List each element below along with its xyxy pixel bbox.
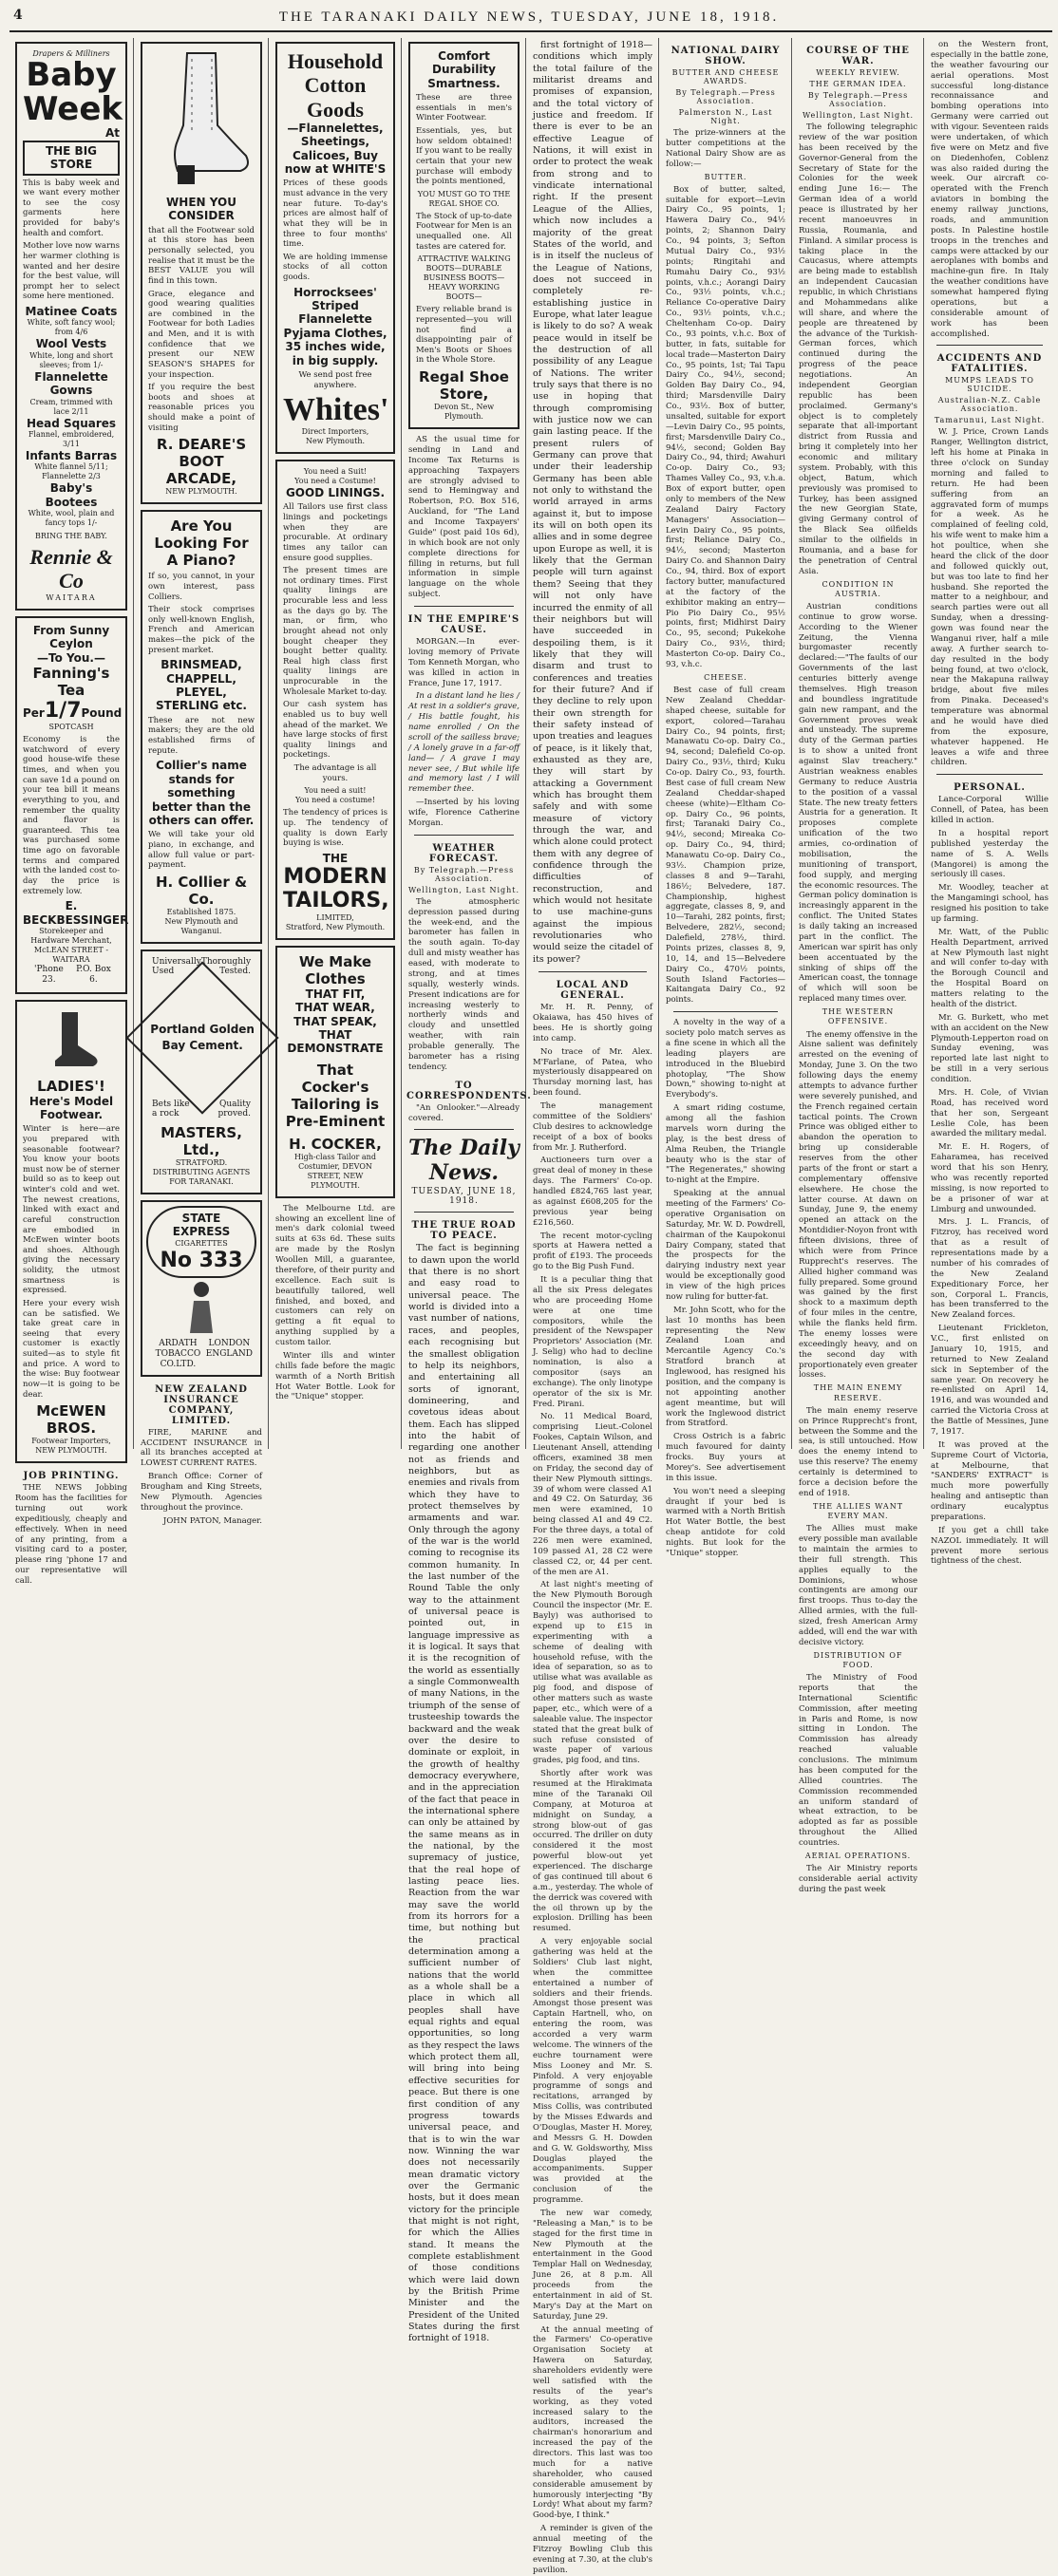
item-desc: White, wool, plain and fancy tops 1/- [28, 509, 115, 528]
local-news: Mr. H. R. Penny, of Okaiawa, has 450 hives of bees. He is shortly going into camp. No trace of Mr. Alex. M'Farlane, of Patea, who mysteriously disappeared on Thursday morning last, has been found. The management committee of the Soldiers' Club desires to acknowledge receipt of a box of books from Mr. J. Rutherford. Auctioneers turn over a great deal of money in these days. The Farmers' Co-op. handled £824,765 last year, as against £608,205 for the previous year being £216,560. The recent motor-cycling sports at Hawera netted a profit of £193. The proceeds go to the Big Push Fund. It is a peculiar thing that all the six Press delegates who are proceeding Home were at one time compositors, while the president of the Newspaper Proprietors' Association (Mr. J. Selig) who had to decline nomination, is also a compositor (says an exchange). The only linotype operator of the six is Mr. Fred. Pirani. No. 11 Medical Board, comprising Lieut.-Colonel Fookes, Captain Wilson, and Lieutenant Ansell, attending officers, examined 38 men on Friday, the second day of their New Plymouth sittings. 39 of whom were classed A1 and 49 C2. On Saturday, 36 men were examined, 10 being classed A1 and 49 C2. For the three days, a total of 226 men were examined, 109 passed A1, 28 C2 were classed C2, or, 44 per cent. of the men are A1. At last night's meeting of the New Plymouth Borough Council the inspector (Mr. E. Bayly) was authorised to expend up to £15 in experimenting with a scheme of dealing with household refuse, with the idea of separation, so as to utilise what was available as pig food, and dispose of other matters such as waste paper, etc., which were of a saleable value. The inspector stated that the great bulk of such refuse consisted of waste paper of various grades, pig food, and tins. Shortly after work was resumed at the Hirakimata mine of the Taranaki Oil Company, at Moturoa at midnight on Sunday, a strong blow-out of gas occurred. The driller on duty considered it the most powerful blow-out yet experienced. The discharge of gas continued till about 6 a.m., yesterday. The whole of the derrick was covered with the oil thrown up by the explosion. Drilling has been resumed. A very enjoyable social gathering was held at the Soldiers' Club last night, when the committee entertained a number of soldiers and their friends. Amongst those present was Captain Hartnell, who, on entering the room, was accorded a very warm welcome. The winners of the euchre tournament were Miss Looney and Mr. S. Pinfold. A very enjoyable programme of songs and recitations, arranged by Miss Collis, was contributed by the Misses Edwards and O'Douglas, Master H. Morey, and Messrs G. H. Dowden and G. W. Goldsworthy, Miss Douglas played the accompaniments. Supper was provided at the conclusion of the programme. The new war comedy, "Releasing a Man," is to be staged for the first time in New Plymouth at the entertainment in the Good Templar Hall on Wednesday, June 26, at 8 p.m. All proceeds from the entertainment in aid of St. Mary's Day at the Mart on Saturday, June 29. At the annual meeting of the Farmers' Co-operative Organisation Society at Hawera on Saturday, shareholders evidently were well satisfied with the results of the year's working, as they voted increased salary to the auditors, increased the chairman's honorarium and increased the pay of the directors. This last was too much for a native shareholder, who caused considerable amusement by humorously interjecting "By Lordy! What about my farm? Good-bye, I think." A reminder is given of the annual meeting of the Fitzroy Bowling Club this evening at 7.30, at the club's pavilion. [533, 1003, 652, 2575]
cocker-tailoring-ad [275, 946, 395, 1198]
section-byline: By Telegraph.—Press Association. [413, 865, 515, 883]
subhead: AERIAL OPERATIONS. [804, 1851, 912, 1860]
ad-body: Grace, elegance and good wearing qualities are combined in the Footwear for both Ladies and Men, and it is with confidence that we present our NEW SEASON'S SHAPES for your inspection. [148, 289, 255, 380]
column-divider [525, 38, 526, 1449]
section-dateline: Tamarunui, Last Night. [934, 416, 1046, 425]
ad-line: THAT SPEAK, [293, 1014, 377, 1028]
separator [414, 1129, 514, 1130]
ad-body: This is baby week and we want every mother to see the cosy garments here provided for baby's health and comfort. [23, 178, 120, 238]
ad-title: Durability [431, 63, 496, 77]
item-name: Wool Vests [35, 337, 107, 351]
column-4 [403, 38, 532, 2344]
notice-title: JOB PRINTING. [23, 1471, 120, 1482]
firm-towns: New Plymouth and Wanganui. [164, 916, 238, 935]
column-divider [923, 38, 924, 1449]
subhead: THE WESTERN OFFENSIVE. [822, 1007, 895, 1026]
ad-callout: YOU MUST GO TO THE REGAL SHOE CO. [417, 189, 511, 208]
section-subtitle: THE GERMAN IDEA. [809, 80, 907, 88]
firm-established: Established 1875. [166, 907, 236, 916]
cement-line: Universally Thoroughly [152, 956, 252, 967]
ad-feature: Horrocksees' Striped Flannelette Pyjama Clothes, 35 inches wide, in big supply. [283, 285, 387, 367]
ad-line: THAT WEAR, [295, 1001, 375, 1015]
firm-name: H. Collier & Co. [155, 873, 248, 908]
paper-date: TUESDAY, JUNE 18, 1918. [411, 1187, 517, 1207]
piano-brands: BRINSMEAD, CHAPPELL, PLEYEL, STERLING etc. [156, 658, 247, 713]
brand-logo: Rennie & Co [29, 545, 113, 593]
column-8 [925, 38, 1054, 1567]
editorial-body: The fact is beginning to dawn upon the world that there is no short and easy road to universal peace. The world is divided into a vast number of nations, races, and peoples, each recognising but the smallest obligation to help its neighbors, and entertaining all sorts of ignorant, domineering, and covetous ideas about them. Each has slipped into the habit of regarding one another not as friends and neighbors, but as enemies and rivals from which they have to protect themselves by armaments and war. Only through the agony of the war is the world coming to recognise its common humanity. In the last number of the Round Table the only way to the attainment of universal peace is pointed out, in language impressive as it is logical. It says that it is the recognition of the world as essentially a single Commonwealth of many Nations, in the triumph of the sense of trusteeship towards the backward and the weak over the desire to dominate or exploit, in the growth of healthy democracy everywhere, and in the appreciation of the fact that peace in the international sphere can only be attained by the same means as in the national, by the supremacy of justice, that the real hope of lasting peace lies. Reaction from the war may save the world from its horrors for a time, but nothing but the practical determination among a sufficient number of nations that the world as a whole shall be a place in which all peoples shall have equal rights and equal opportunities, so long as they respect the laws which protect them all, will bring into being effective securities for peace. But there is one first condition of any progress towards universal peace, and that is to win the war now. Winning the war does not necessarily mean dramatic victory over the Germanic hosts, but it does mean victory for the principle that might is not right, for which the Allies stand. It means the complete establishment of those conditions which were laid down by the British Prime Minister and the President of the United States during the first fortnight of 1918. [408, 1243, 520, 2344]
section-title: WEATHER FORECAST. [428, 842, 500, 864]
firm-name: MASTERS, Ltd., [161, 1123, 242, 1158]
ad-list: ATTRACTIVE WALKING BOOTS—DURABLE BUSINESS BOOTS—HEAVY WORKING BOOTS— [417, 254, 511, 302]
shoe-icon [149, 49, 254, 192]
dairy-awards: The prize-winners at the butter competitions at the National Dairy Show are as follow:— BUTTER. Box of butter, salted, suitable for export—Levin Dairy Co., 95 points, 1; Hawera Dairy Co., 94½ points, 2; Shannon Dairy Co., 94 points, 3; Sefton Mutual Dairy Co., 93½ points; Ringitahi and Rumahu Dairy Co., 93½ points, v.h.c.; Aorangi Dairy Co., 93½ points, v.h.c.; Reliance Co-operative Dairy Co., 93½ points, v.h.c.; Cheltenham Co-op. Dairy Co., 93 points, v.h.c. Box of butter, in fats, suitable for local trade—Masterton Dairy Co., 95 points, 1st; Tai Tapu Dairy Co., 94½, second; Golden Bay Dairy Co., 94, third; Marsdenville Dairy Co., 93½. Box of butter, unsalted, suitable for export—Levin Dairy Co., 95 points, first; Marsdenville Dairy Co., 94½, second; Golden Bay Dairy Co., 94, third; Awahuri Co-op. Dairy Co., 93; Thames Valley Co., 93, v.h.a. Box of export butter, open only to members of the New Zealand Dairy Factory Managers' Association—Levin Dairy Co., 95 points, first; Reliance Dairy Co., 94½, second; Masterton Dairy Co. and Shannon Dairy Co., 94, third. Box of export factory butter, manufactured at the factory of the exhibitor making an entry—Pio Pio Dairy Co., 95½ points, first; Midhirst Dairy Co., 95, second; Pukekohe Dairy Co., 93½, third; Masterton Co-op. Dairy Co., 93, v.h.c. CHEESE. Best case of full cream New Zealand Cheddar-shaped cheese, suitable for export, colored—Tarahau Dairy Co., 94 points, first; Manawatu Co-op. Dairy Co., 94, second; Dalefield Co-op. Dairy Co., 93½, third; Kuku Co-op. Dairy Co., 93, fourth. Best case of full cream New Zealand Cheddar-shaped cheese (white)—Eltham Co-op. Dairy Co., 96 points, first; Taranaki Dairy Co., 94½, second; Mireaka Co-op. Dairy Co., 94, third; Manawatu Co-op. Dairy Co., 93½. Champion prize, classes 8 and 9—Tarahi, 186½; Belvedere, 187. Championship, highest aggregate, classes 8, 9, and 10—Tarahi, 282 points, first; Belvedere, 282½, second; Dalefield, 278½, third. Points prizes, classes 8, 9, 10, 14, and 15—Belvedere Dairy Co., 470½ points, South Island Factories—Kaitangata Dairy Co., 92 points. A novelty in the way of a society polo match serves as a fine scene in which all the leading players are introduced in the Bluebird photoplay, "The Show Down," showing to-night at Everybody's. A smart riding costume, among all the fashion marvels worn during the play, is the best dress of Alma Reuben, the Triangle beauty who is the star of "The Regenerates," showing to-night at the Empire. Speaking at the annual meeting of the Farmers' Co-operative Organisation on Saturday, Mr. W. D. Powdrell, chairman of the Kaupokonui Dairy Company, stated that the prospects for the dairying industry next year would be exceptionally good in view of the high prices now ruling for butter-fat. Mr. John Scott, who for the last 10 months has been representing the New Zealand Loan and Mercantile Agency Co.'s Stratford branch at Inglewood, has resigned his position, and the company is not appointing another agent meantime, but will work the Inglewood district from Stratford. Cross Ostrich is a fabric much favoured for dainty frocks. Buy yours at Morey's. See advertisement in this issue. You won't need a sleeping draught if your bed is warmed with a North British Hot Water Bottle, the best cheap antidote for cold nights. But look for the "Unique" stopper. [666, 128, 785, 1558]
subhead: THE MAIN ENEMY RESERVE. [813, 1383, 903, 1402]
column-7 [793, 38, 923, 1894]
separator [936, 774, 1043, 775]
product-number: No 333 [160, 1248, 243, 1272]
ad-tag: Drapers & Milliners [32, 49, 110, 58]
firm-desc: LIMITED, [316, 912, 354, 922]
column-divider [791, 38, 792, 1449]
modern-tailors-ad [275, 460, 395, 940]
ad-title: GOOD LININGS. [285, 485, 386, 499]
firm-name: H. COCKER, [289, 1135, 382, 1153]
war-continuation: on the Western front, especially in the battle zone, the weather favouring our aerial operations. Most successful long-distance reconnaissance and bombing operations into Germany were carried out with vigour. Seventeen raids were undertaken, of which five were on Metz and five on Diedenhofen, Coblenz was also raided during the week. Our aircraft co-operated with the French aviators in bombing the enemy railway junctions, roads, and ammunition posts. In Palestine hostile troops in the trenches and camps were attacked by our aeroplanes with bombs and machine-gun fire. In Italy the weather conditions have somewhat hampered flying operations, but a considerable amount of work has been accomplished. [931, 40, 1049, 339]
payment-terms: SPOTCASH [48, 723, 94, 732]
brand-name: STATE EXPRESS [172, 1211, 231, 1239]
section-body: The atmospheric depression passed during the week-end, and the barometer has fallen in the south again. To-day dull and misty weather has eased, with moderate to strong, and at times squally, westerly winds. Present indications are for increasing westerly to northerly winds and cloudy and unsettled weather, with rain probable generally. The barometer has a rising tendency. [408, 896, 520, 1072]
editorial [406, 1220, 521, 2344]
ad-body: Winter is here—are you prepared with seasonable footwear? You know your boots must now be of sterner build so as to keep out winter's cold and wet. The newest creations, linked with exact and careful construction are embodied in McEwen winter boots and shoes. Although giving the necessary solidity, the utmost smartness is expressed. [23, 1124, 120, 1296]
editorial-continuation: first fortnight of 1918—conditions which imply the total failure of the militarist dreams and promises of expansion, and the total victory of justice and freedom. If there is ever to be an effective League of Nations, it will exist in order to protect the weak from strong and to vindicate international right. If the present League of the Allies, which now includes a majority of the great States of the world, and is in itself the nucleus of the League of Nations, does not succeed in completely re-establishing justice in Europe, what later league is likely to do so? A weak peace would in itself be the destruction of all possibility of any League of Nations. The writer truly says that there is no use in hoping that through compromising with justice now we can gain lasting peace. If the present rulers of Germany can prove that under their leadership Germany has been able not only to withstand the world arrayed in arms against it, but to impose its will on both open its allies and in some degree upon Europe as well, it is likely that the German people will turn against them? Seeing that they will not only have incurred the enmity of all their neighbors but will have succeeded in despoiling them, is it likely that they will disarm and trust to conferences and treaties for their future? And if they decline to rely upon their own strength for their safety instead of upon treaties and leagues of peace, is it likely that, exhausted as they are, they will start by attacking a Government which has brought them safely and with some measure of victory through the war, and which alone could protect them with any degree of confidence through the difficulties of reconstruction, and which would not hesitate to use machine-guns against the impious revolutionaries who would seize the citadel of its power? [533, 40, 652, 965]
section-byline: By Telegraph.—Press Association. [807, 91, 909, 108]
editorial-title: THE TRUE ROAD TO PEACE. [411, 1220, 517, 1242]
household-cotton-ad [275, 42, 395, 454]
subhead: THE ALLIES WANT EVERY MAN. [812, 1501, 904, 1520]
cement-line: Used Tested. [152, 966, 251, 976]
ad-body: The Stock of up-to-date Footwear for Men is an unequalled one. All tastes are catered for. [416, 211, 512, 252]
ad-body: Our cash system has enabled us to buy well ahead of the market. We have large stocks of first quality linings and pocketings. [283, 700, 387, 761]
golden-bay-cement-ad [141, 950, 262, 1194]
section-title: IN THE EMPIRE'S CAUSE. [407, 614, 520, 636]
section-byline: By Telegraph.—Press Association. [675, 88, 776, 105]
phone: 'Phone 23. [34, 965, 64, 986]
paper-title: The Daily News. [408, 1136, 520, 1186]
subhead: CONDITION IN AUSTRIA. [822, 579, 895, 598]
separator [673, 1011, 778, 1012]
baby-week-ad [15, 42, 127, 611]
ad-body: We are holding immense stocks of all cotton goods. [283, 252, 387, 283]
section-dateline: Wellington, Last Night. [802, 111, 915, 120]
item-desc: White, soft fancy wool; from 4/6 [27, 318, 116, 337]
cement-line: Bets like Quality [152, 1099, 251, 1109]
section-subtitle: WEEKLY REVIEW. [816, 68, 900, 77]
separator [538, 971, 647, 972]
ad-body: Economy is the watchword of every good house-wife these times, and when you can save 1d a pound on your tea bill it means everything to you, and remember the quality and flavor is guaranteed. This tea was purchased some time ago on favorable terms and compared with the landed cost to-day the price is extremely low. [23, 735, 120, 896]
store-name: THE BIG STORE [23, 141, 120, 176]
item-name: Flannelette Gowns [34, 369, 108, 398]
item-name: Infants Barras [25, 449, 118, 462]
item-name: Baby's Bootees [45, 481, 98, 509]
ad-title: We Make Clothes [298, 952, 372, 987]
firm-desc: DISTRIBUTING AGENTS FOR TARANAKI. [152, 1167, 251, 1186]
column-divider [268, 38, 269, 1449]
ad-body: We will take your old piano, in exchange, and allow full value or part-payment. [148, 830, 255, 871]
firm-name: McEWEN BROS. [36, 1402, 106, 1438]
brand-town: WAITARA [46, 592, 97, 602]
firm-desc: Footwear Importers, NEW PLYMOUTH. [31, 1437, 111, 1456]
accident-report: W. J. Price, Crown Lands Ranger, Wellington district, left his home at Pinaka in three o'clock on Sunday morning and failed to return. He had been suffering from an aggravated form of mumps for a week. As he complained of feeling cold, his wife went to make him a hot poultice, when she heard the click of the door and followed quickly out, but was too late to find her husband. She reported the matter to a neighbour, and search parties were out all Sunday, when a dressing-gown was found near the Wanganui river, half a mile away. A further search to-day resulted in the body being found, at two o'clock, near the Makapuna railway bridge, about five miles from Pinaka. Deceased's temperature was abnormal and he would have died from the exposure, whatever happened. He leaves a wife and three children. [931, 427, 1049, 768]
ad-title: Comfort [438, 49, 490, 63]
firm-town: STRATFORD. [175, 1157, 228, 1167]
column-divider [401, 38, 402, 1449]
item-desc: Cream, trimmed with lace 2/11 [29, 397, 113, 416]
subhead: CHEESE. [704, 672, 747, 682]
section-subtitle: BUTTER AND CHEESE AWARDS. [671, 68, 780, 85]
firm-desc: Direct Importers, [301, 426, 369, 436]
state-express-ad [141, 1200, 262, 1377]
section-title: LOCAL AND GENERAL. [556, 980, 630, 1002]
boot-icon [38, 1007, 104, 1074]
ad-body: The advantage is all yours. [293, 763, 377, 783]
subhead: DISTRIBUTION OF FOOD. [813, 1650, 903, 1669]
section-title: PERSONAL. [954, 782, 1026, 794]
ad-subtitle: Here's Model Footwear. [28, 1094, 114, 1121]
ad-line: You need a suit! [304, 786, 367, 796]
firm-name: Regal Shoe Store, [419, 368, 509, 404]
notice-title: NEW ZEALAND INSURANCE COMPANY, LIMITED. [155, 1383, 248, 1426]
firm-desc: High-class Tailor and Costumier, DEVON STREET, NEW PLYMOUTH. [294, 1152, 376, 1190]
ad-line: THAT FIT, [305, 987, 366, 1001]
product-kind: CIGARETTES [175, 1238, 228, 1248]
piano-ad [141, 510, 262, 944]
masthead: THE TARANAKI DAILY NEWS, TUESDAY, JUNE 18, 1918. [278, 9, 780, 25]
ladies-footwear-ad [15, 1000, 127, 1464]
melbourne-notice: The Melbourne Ltd. are showing an excellent line of men's dark colonial tweed suits at 63s 6d. These suits are made by the Roslyn Woollen Mill, a guarantee, therefore, of their purity and excellence. Each suit is beautifully tailored, well finished, and boxed, and customers can rely on getting a fit equal to anything supplied by a custom tailor. Winter ills and winter chills fade before the magic warmth of a North British Hot Water Bottle. Look for the "Unique" stopper. [275, 1203, 395, 1402]
ad-subtitle: —Flannelettes, Sheetings, Calicoes, Buy now at WHITE'S [284, 121, 387, 177]
ad-body: If you require the best boots and shoes at reasonable prices you should make a point of visiting [148, 383, 255, 433]
subhead: BUTTER. [704, 172, 747, 181]
price-line [23, 698, 123, 723]
insurance-notice [139, 1384, 264, 1527]
item-desc: White, long and short sleeves; from 1/- [29, 350, 113, 369]
ad-body: We send post free anywhere. [298, 370, 372, 390]
separator [414, 606, 514, 607]
po-box: P.O. Box 6. [76, 965, 111, 986]
item-name: Head Squares [26, 416, 117, 430]
ad-line: You need a Costume! [294, 476, 376, 485]
ad-line: You need a Suit! [303, 466, 368, 476]
section-subtitle: MUMPS LEADS TO SUICIDE. [945, 376, 1034, 394]
ad-body: Their stock comprises only well-known English, French and American makes—the pick of the present market. [148, 605, 255, 655]
regal-shoe-ad [408, 42, 520, 429]
cement-line: a rock proved. [152, 1108, 251, 1119]
firm-town: New Plymouth. [305, 436, 366, 445]
war-review: The following telegraphic review of the war position has been received by the Governor-General from the Secretary of State for the Colonies for the week ending June 16:— The German idea of a world peace is illustrated by her recent manoeuvres in Russia, Roumania, and Finland. A similar process is taking place in the Caucasus, where attempts are being made to establish an independent Caucasian republic, in which Christians and Mohammedans alike will share, and where the people are threatened by the advance of the Turkish-German forces, which continued during the progress of the peace negotiations. An independent Georgian republic has been proclaimed. Germany's object is to completely separate that all-important district from Russia and bring it completely into her economic and military system. Probably, with this object, Batum, which previously was promised to Turkey, has been assigned the new Georgian State, giving Germany control of the Black Sea oilfields similar to the oilfields in Roumania, and a base for the penetration of Central Asia. CONDITION IN AUSTRIA. Austrian conditions continue to grow worse. According to the Wiener Zeitung, the Vienna burgomaster recently declared:—"The faults of our Governments of the last centuries bitterly avenge themselves. High treason and boundless ingratitude gain new rampant, and the Government proves weak and unsteady. The supreme duty of the German parties is to show a united front against Slav treachery." Austrian weakness enables Germany to reduce Austria to the position of a vassal State. The new treaty fetters Austria for a generation. It proposes complete unification of the two armies, co-ordination of mobilisation, the munitioning of transport, food supply, and merging the economic resources. The German policy domination is increasingly apparent in the conflict. The United States is daily taking an increased part in the conflict. The American war spirit has only been accentuated by the sinking of ships off the American coast, the tonnage of which will soon be replaced many times over. THE WESTERN OFFENSIVE. The enemy offensive in the Aisne salient was definitely arrested on the evening of Monday, June 3. On the two following days the enemy attempts to advance further were severely punished, and the French regained certain tactical points. The Crown Prince was obliged either to abandon the operation to bring up considerable reserves from the other parts of the front or start a complementary offensive elsewhere. He chose the latter course. At dawn on Sunday, June 9, the enemy opened an attack on the Montdidier-Noyon front with fifteen divisions, three of which were from Prince Rupprecht's reserves. The Allied higher command was fully prepared. Some ground was gained by the first shock to a maximum depth of four miles in the centre, while the flanks held firm. The enemy losses were exceedingly heavy, and on the second day with proportionately even greater losses. THE MAIN ENEMY RESERVE. The main enemy reserve on Prince Rupprecht's front, between the Somme and the sea, is still untouched. How does the enemy intend to use this reserve? The enemy certainly is determined to force a decision before the end of 1918. THE ALLIES WANT EVERY MAN. The Allies must make every possible man available to maintain the armies to their full strength. This applies equally to the Dominions, whose contingents are among our first troops. Thus to-day the Allied armies, with the full-sized, fresh American Army added, will end the war with decisive victory. DISTRIBUTION OF FOOD. The Ministry of Food reports that the International Scientific Commission, after meeting in Paris and Rome, is now sitting in London. The Commission has already reached valuable conclusions. The minimum has been computed for the Allied countries. The Commission recommended an uniform standard of wheat extraction, to be adopted as far as possible throughout the Allied countries. AERIAL OPERATIONS. The Air Ministry reports considerable aerial activity during the past week [799, 122, 917, 1894]
ad-slogan: Collier's name stands for something better than the others can offer. [148, 759, 255, 827]
ad-title: Household Cotton Goods [287, 49, 384, 122]
ad-title: Baby [26, 56, 117, 94]
fannings-tea-ad [15, 616, 127, 994]
ad-title: Week [23, 89, 123, 128]
ad-line: THAT DEMONSTRATE [287, 1027, 384, 1056]
ad-title: LADIES'! [37, 1077, 105, 1095]
ad-body: The present times are not ordinary times. First quality linings are procurable less and less as the days go by. The man, or firm, who brought ahead not only bought cheaper they bought better quality. Real high class first quality linings are unprocurable in the Wholesale Market to-day. [283, 566, 387, 697]
ad-body: Prices of these goods must advance in the very near future. To-day's prices are almost half of what they will be in three to four months' time. [283, 179, 387, 250]
item-desc: White flannel 5/11; Flannelette 2/3 [34, 462, 108, 481]
contact-line [23, 965, 120, 987]
ad-body: Here your every wish can be satisfied. We take great care in seeing that every customer is exactly suited—as to style fit and price. A word to the wise: Buy footwear now—it is going to be dear. [23, 1298, 120, 1400]
personal-notes: Lance-Corporal Willie Connell, of Patea, has been killed in action. In a hospital report published yesterday the name of S. A. Wells (Mangorei) is among the seriously ill cases. Mr. Woodley, teacher at the Mangamingi school, has resigned his position to take up farming. Mr. Watt, of the Public Health Department, arrived at New Plymouth last night and will confer to-day with the Borough Council and the Hospital Board on matters relating to the health of the district. Mr. G. Burkett, who met with an accident on the New Plymouth-Lepperton road on Sunday evening, was reported late last night to be still in a very serious condition. Mrs. H. Cole, of Vivian Road, has received word that her son, Sergeant Leslie Cole, has been awarded the military medal. Mr. E. H. Rogers, of Eaharamea, has received word that his son Henry, who was recently reported missing, is now reported to be a prisoner of war at Limburg and unwounded. Mrs. J. L. Francis, of Fitzroy, has received word that as a result of representations made by a number of his comrades of the New Zealand Expeditionary Force, her son, Corporal L. Francis, has been transferred to the New Zealand forces. Lieutenant Frickleton, V.C., first enlisted on January 10, 1915, and returned to New Zealand sick in September of the same year. On recovery he re-enlisted on April 14, 1916, and was wounded and carried the Victoria Cross at the Battle of Messines, June 7, 1917. It was proved at the Supreme Court of Victoria, at Melbourne, that "SANDERS' EXTRACT" is much more powerfully healing and antiseptic than ordinary eucalyptus preparations. If you get a chill take NAZOL immediately. It will prevent more serious tightness of the chest. [931, 795, 1049, 1567]
firm-towns: Stratford, New Plymouth. [285, 922, 386, 931]
section-dateline: Palmerston N., Last Night. [678, 108, 773, 125]
firm-address: Devon St., New Plymouth. [433, 403, 495, 422]
ad-body: If so, you cannot, in your own interest, pass Colliers. [148, 572, 255, 602]
header-rule [9, 30, 1052, 32]
section-byline: Australian-N.Z. Cable Association. [937, 396, 1042, 414]
firm-town: NEW PLYMOUTH. [165, 487, 237, 497]
item-name: Matinee Coats [25, 305, 118, 319]
price-unit: Pound [81, 705, 123, 720]
ad-line: You need a costume! [295, 796, 375, 805]
price: 1/7 [44, 698, 82, 723]
ad-body: All Tailors use first class linings and pocketings when they are procurable. At ordinary times any tailor can ensure good supplies. [283, 502, 387, 563]
ad-claim: That Cocker's Tailoring is Pre-Eminent [285, 1061, 386, 1130]
separator [414, 1212, 514, 1213]
column-1 [9, 38, 133, 1587]
figure-icon [173, 1278, 230, 1335]
section-dateline: Wellington, Last Night. [407, 885, 520, 894]
taxpayers-notice: AS the usual time for sending in Land and Income Tax Returns is approaching Taxpayers are strongly advised to send to Hemingway and Robertson, P.O. Box 516, Auckland, for "The Land and Income Taxpayers' Guide" (post paid 10s 6d), in which book are not only complete directions for filling in returns, but full information in simple language on the whole subject. [408, 435, 520, 600]
column-divider [658, 38, 659, 1449]
merchant-desc: Storekeeper and Hardware Merchant, [30, 927, 112, 946]
merchant-address: McLEAN STREET - WAITARA [33, 946, 109, 965]
section-title: ACCIDENTS AND FATALITIES. [936, 353, 1043, 375]
notice-body: THE NEWS Jobbing Room has the facilities for turning out work expeditiously, cheaply and effectively. When in need of any printing, from a visiting card to a poster, please ring 'phone 17 and our representative will call. [15, 1483, 127, 1587]
cement-diamond-logo: Portland Golden Bay Cement. [125, 961, 278, 1114]
ad-body: that all the Footwear sold at this store has been personally selected, you realise that it must be the BEST VALUE you will find in this town. [148, 225, 255, 286]
firm-name: MODERN TAILORS, [283, 865, 389, 913]
product-name: Fanning's Tea [32, 664, 110, 699]
column-6 [660, 38, 791, 1558]
column-divider [133, 38, 134, 1449]
section-title: NATIONAL DAIRY SHOW. [671, 46, 781, 66]
notice-body: MORGAN.—In ever-loving memory of Private Tom Kenneth Morgan, who was killed in action in France, June 17, 1917. In a distant land he lies / At rest in a soldier's grave, / His battle fought, his name enrolled / On the scroll of the sailless brave; / A lonely grave in a far-off land— / A grave I may never see, / But while life and memory last / I will remember thee. —Inserted by his loving wife, Florence Catherine Morgan. [408, 637, 520, 828]
notice-body: FIRE, MARINE and ACCIDENT INSURANCE in all its branches accepted at LOWEST CURRENT RATES. Branch Office: Corner of Brougham and King Streets, New Plymouth. Agencies throughout the province. JOHN PATON, Manager. [141, 1427, 262, 1526]
ad-slogan: BRING THE BABY. [35, 532, 107, 541]
ad-heading: From Sunny Ceylon [32, 623, 110, 651]
merchant-name: E. BECKBESSINGER [23, 899, 129, 927]
empire-cause-notice [406, 614, 521, 829]
separator [414, 835, 514, 836]
ad-title: Smartness. [427, 76, 501, 90]
section-body: "An Onlooker."—Already covered. [408, 1102, 520, 1123]
firm-prefix: THE [322, 851, 349, 865]
column-3 [270, 38, 401, 1449]
job-printing-notice [13, 1471, 129, 1587]
column-2 [135, 38, 268, 1526]
ad-heading: —To You.— [37, 650, 105, 665]
section-title: COURSE OF THE WAR. [806, 46, 910, 66]
cigarette-badge [146, 1206, 256, 1278]
page-header [0, 0, 1058, 36]
price-per: Per [23, 705, 45, 720]
maker-line: ARDATH TOBACCO CO.LTD. LONDON ENGLAND [155, 1338, 253, 1370]
item-desc: Flannel, embroidered, 3/11 [28, 430, 115, 448]
ad-text: At [104, 126, 120, 141]
item-list [23, 305, 120, 528]
column-5 [527, 38, 658, 2575]
ad-title: Are You Looking For A Piano? [154, 517, 249, 570]
firm-name: Whites' [283, 392, 389, 428]
weather-forecast [406, 843, 521, 1073]
ad-title: WHEN YOU CONSIDER [166, 196, 236, 223]
page-number: 4 [13, 8, 23, 23]
ad-body: These are not new makers; they are the old established firms of repute. [148, 715, 255, 756]
ad-body: The tendency of prices is up. The tendency of quality is down Early buying is wise. [283, 808, 387, 849]
firm-name: R. DEARE'S BOOT ARCADE, [156, 436, 247, 488]
ad-body: Mother love now warns her warmer clothing is wanted and her desire for the best value, will prompt her to select some here mentioned. [23, 241, 120, 302]
section-title: TO CORRESPONDENTS. [406, 1080, 532, 1101]
ad-body: Every reliable brand is represented—you will not find a disappointing pair of Men's Boots or Shoes in the Whole Store. [416, 305, 512, 366]
ad-body: Essentials, yes, but how seldom obtained! If you want to be really certain that your new purchase will embody the points mentioned, [416, 126, 512, 187]
separator [936, 345, 1043, 346]
deares-boot-ad [141, 42, 262, 504]
ad-body: These are three essentials in men's Winter Footwear. [416, 93, 512, 123]
